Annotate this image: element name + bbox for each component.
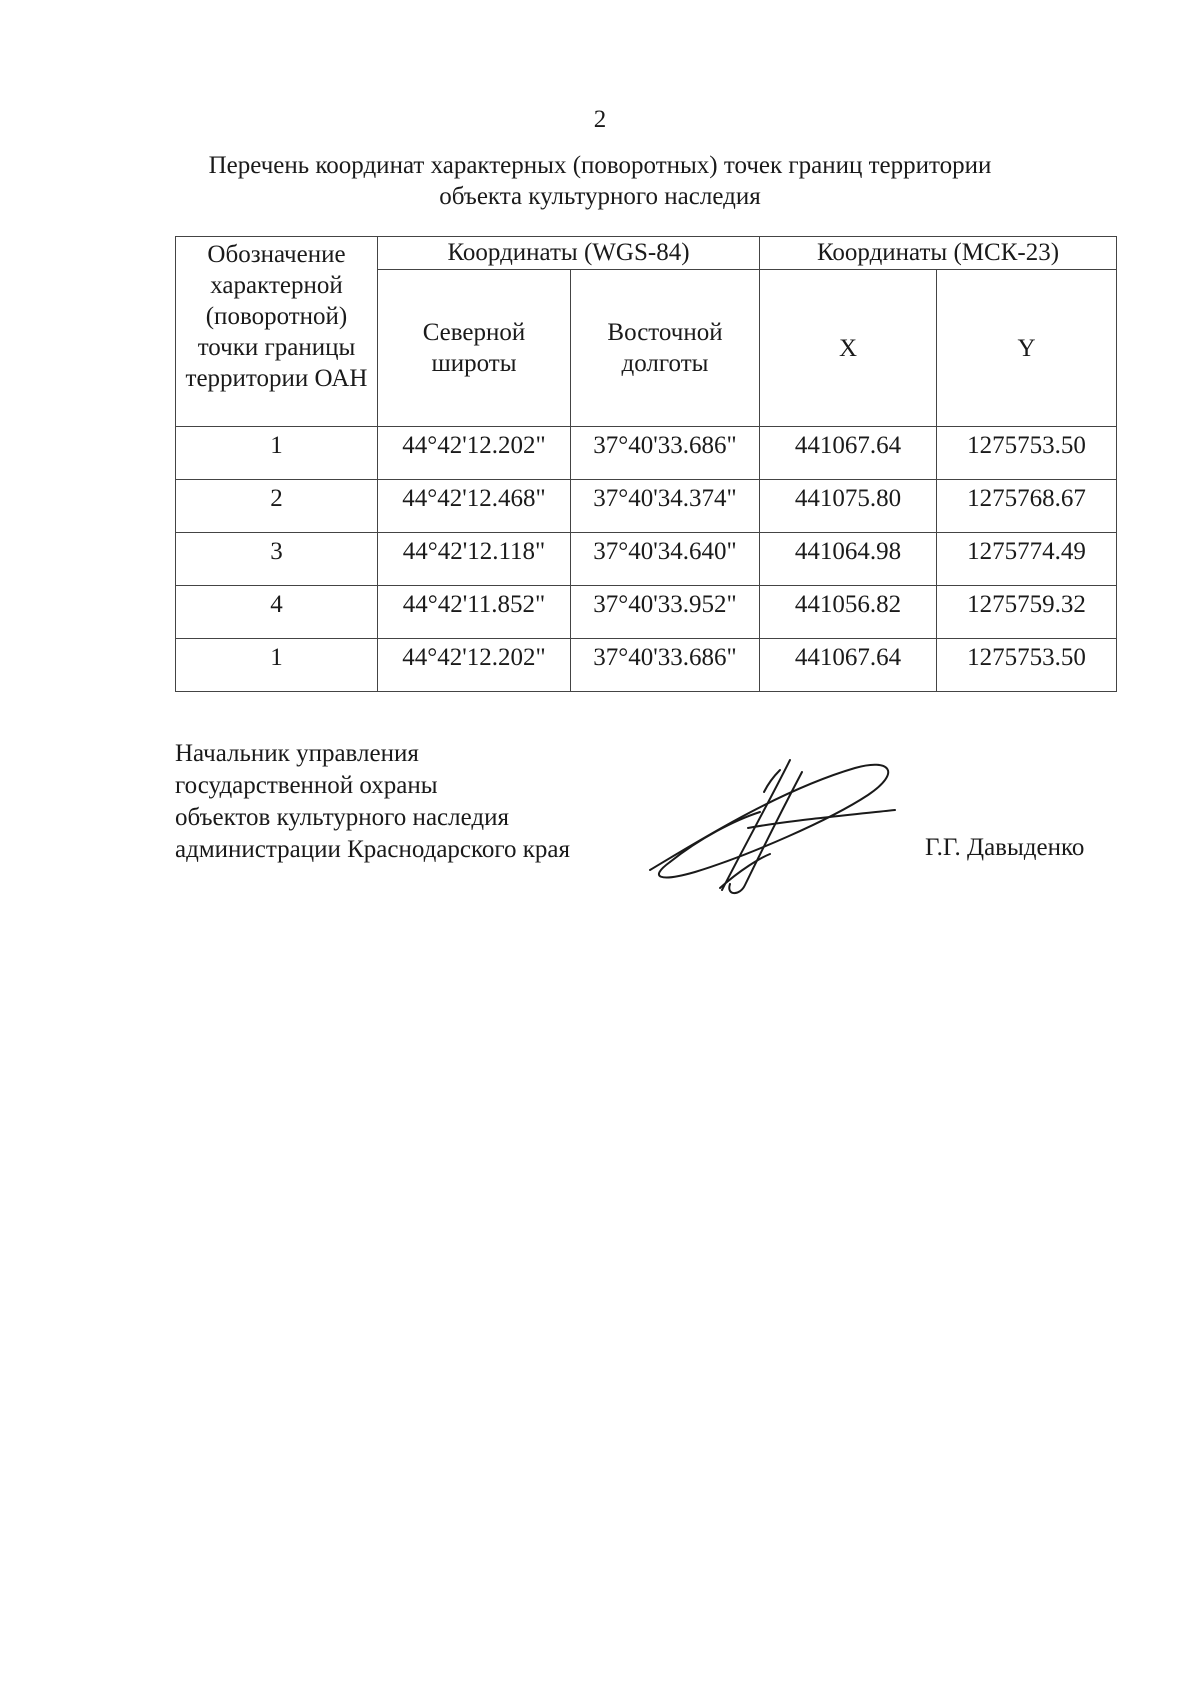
header-y: Y [937, 270, 1117, 427]
handwritten-signature [640, 750, 910, 900]
cell-point: 4 [176, 586, 378, 639]
title-line-2: объекта культурного наследия [439, 183, 761, 210]
cell-y: 1275774.49 [937, 533, 1117, 586]
table-row [176, 427, 1117, 480]
cell-point: 3 [176, 533, 378, 586]
table-row [176, 586, 1117, 639]
cell-north: 44°42'12.202" [378, 639, 571, 692]
cell-east: 37°40'33.686" [571, 639, 760, 692]
header-msk23-group: Координаты (МСК-23) [760, 237, 1117, 270]
cell-x: 441056.82 [760, 586, 937, 639]
cell-north: 44°42'11.852" [378, 586, 571, 639]
table-header-row-1 [176, 237, 1117, 270]
position-line-4: администрации Краснодарского края [175, 836, 571, 863]
position-line-1: Начальник управления [175, 740, 419, 767]
cell-y: 1275759.32 [937, 586, 1117, 639]
cell-point: 1 [176, 639, 378, 692]
position-line-2: государственной охраны [175, 772, 438, 799]
cell-north: 44°42'12.118" [378, 533, 571, 586]
cell-y: 1275768.67 [937, 480, 1117, 533]
table-row [176, 480, 1117, 533]
cell-x: 441067.64 [760, 427, 937, 480]
coordinates-table [175, 236, 1117, 692]
cell-x: 441067.64 [760, 639, 937, 692]
cell-x: 441064.98 [760, 533, 937, 586]
document-title [150, 150, 1050, 212]
cell-x: 441075.80 [760, 480, 937, 533]
cell-east: 37°40'34.374" [571, 480, 760, 533]
table-row [176, 639, 1117, 692]
header-wgs84-group: Координаты (WGS-84) [378, 237, 760, 270]
title-line-1: Перечень координат характерных (поворотных) точек границ территории [208, 152, 992, 179]
cell-y: 1275753.50 [937, 639, 1117, 692]
position-line-3: объектов культурного наследия [175, 804, 509, 831]
cell-north: 44°42'12.202" [378, 427, 571, 480]
header-north-latitude: Северной широты [378, 270, 571, 427]
header-east-longitude: Восточной долготы [571, 270, 760, 427]
cell-point: 2 [176, 480, 378, 533]
header-x: X [760, 270, 937, 427]
signatory-position [175, 738, 570, 866]
cell-point: 1 [176, 427, 378, 480]
signer-name: Г.Г. Давыденко [925, 834, 1085, 861]
table-row [176, 533, 1117, 586]
cell-y: 1275753.50 [937, 427, 1117, 480]
cell-east: 37°40'34.640" [571, 533, 760, 586]
cell-east: 37°40'33.686" [571, 427, 760, 480]
cell-north: 44°42'12.468" [378, 480, 571, 533]
cell-east: 37°40'33.952" [571, 586, 760, 639]
page-number: 2 [593, 106, 607, 133]
header-point-designation: Обозначение характерной (поворотной) точки границы территории ОАН [176, 237, 378, 427]
